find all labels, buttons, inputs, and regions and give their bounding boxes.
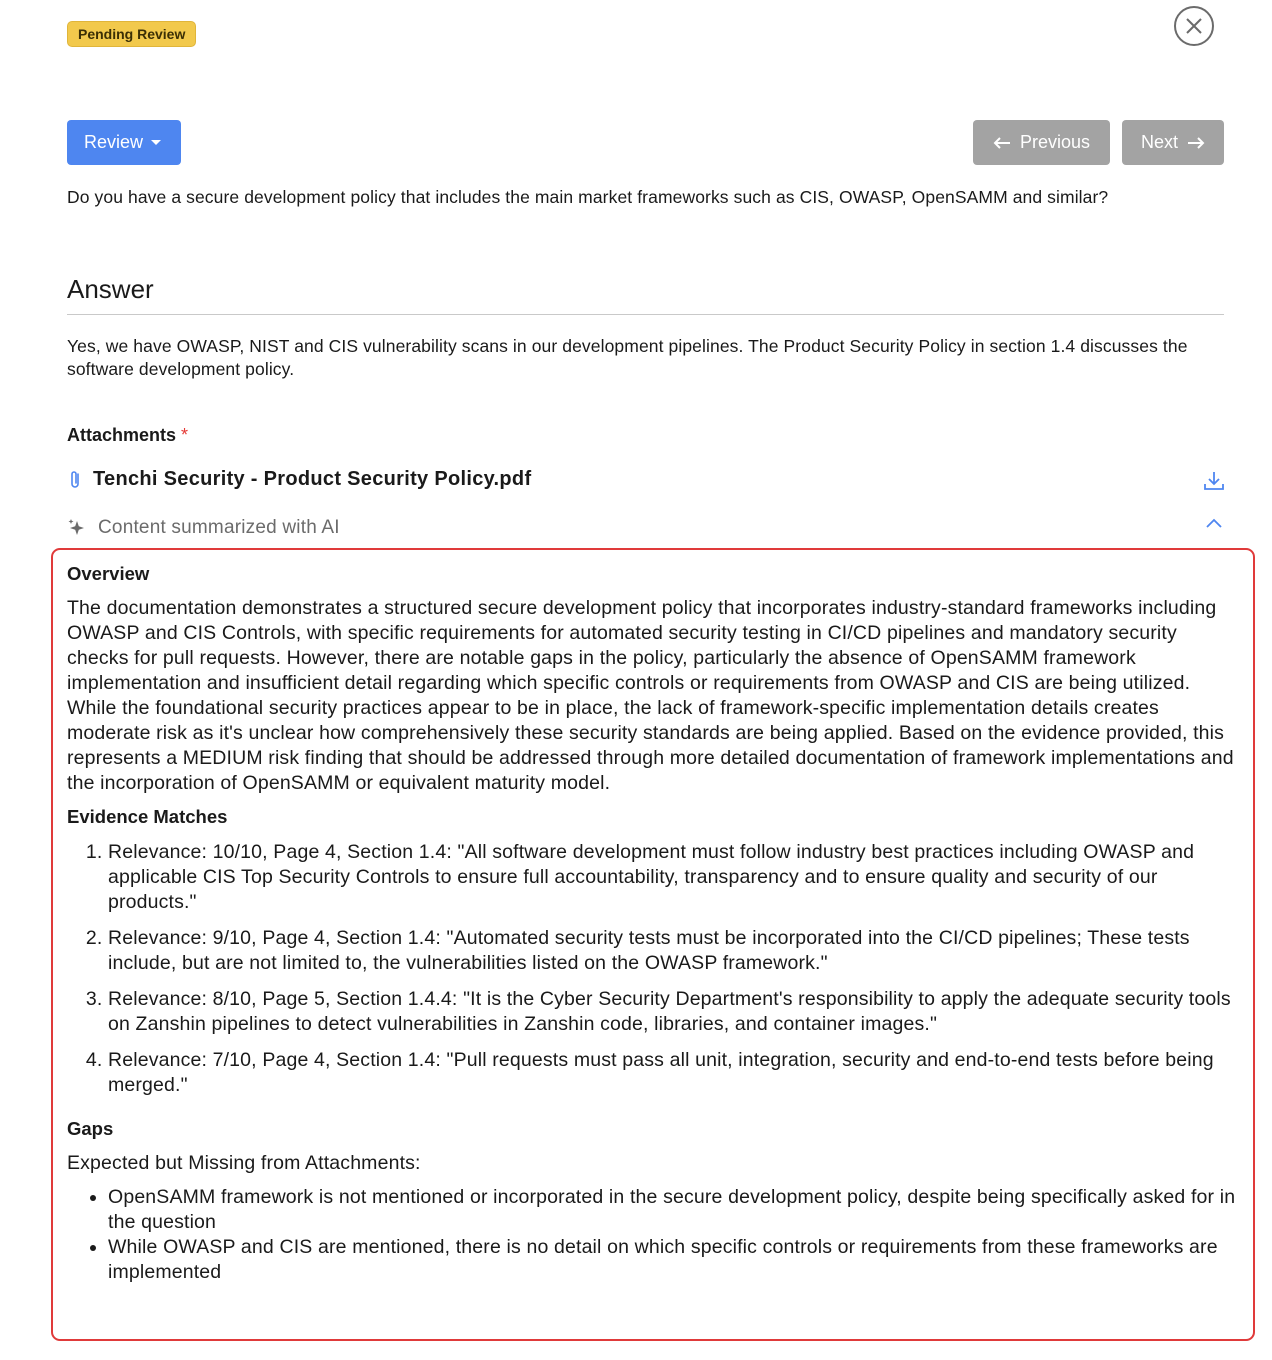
ai-summary-panel — [51, 548, 1255, 1341]
gaps-heading: Gaps — [67, 1118, 114, 1139]
evidence-item: 3. Relevance: 8/10, Page 5, Section 1.4.4: "It is the Cyber Security Department's responsibility to apply the adequate security tools on Zanshin pipelines to detect vulnerabilities in Zanshin code, libraries, and container images." — [108, 987, 1237, 1037]
attachment-file-name[interactable]: Tenchi Security - Product Security Policy.pdf — [93, 468, 532, 490]
review-button-label: Review — [84, 132, 144, 152]
sparkle-icon — [67, 518, 87, 538]
evidence-heading: Evidence Matches — [67, 806, 228, 827]
arrow-left-icon — [993, 136, 1011, 150]
previous-button[interactable] — [973, 120, 1110, 165]
gap-item: • OpenSAMM framework is not mentioned or incorporated in the secure development policy, despite being specifically asked for in the question — [108, 1185, 1237, 1235]
overview-heading: Overview — [67, 563, 150, 584]
gaps-list — [67, 1185, 1237, 1285]
review-dropdown-button[interactable] — [67, 120, 181, 165]
paperclip-icon — [67, 469, 84, 491]
gaps-intro: Expected but Missing from Attachments: — [67, 1152, 421, 1174]
evidence-list — [67, 840, 1237, 1098]
answer-heading: Answer — [67, 274, 154, 304]
attachment-file[interactable] — [67, 468, 531, 491]
download-button[interactable] — [1202, 470, 1226, 492]
answer-text: Yes, we have OWASP, NIST and CIS vulnerability scans in our development pipelines. The Product Security Policy in section 1.4 discusses the software development policy. — [67, 336, 1188, 379]
download-icon — [1202, 470, 1226, 492]
status-badge: Pending Review — [67, 21, 196, 47]
caret-down-icon — [151, 140, 161, 145]
required-marker: * — [181, 425, 189, 445]
collapse-summary-button[interactable] — [1202, 513, 1226, 533]
overview-text: The documentation demonstrates a structured secure development policy that incorporates industry-standard frameworks including OWASP and CIS Controls, with specific requirements for automated security testing in CI/CD pipelines and mandatory security checks for pull requests. However, there are notable gaps in the policy, particularly the absence of OpenSAMM framework implementation and insufficient detail regarding which specific controls or requirements from OWASP and CIS are being utilized. While the foundational security practices appear to be in place, the lack of framework-specific implementation details creates moderate risk as it's unclear how comprehensively these security standards are being applied. Based on the evidence provided, this represents a MEDIUM risk finding that should be addressed through more detailed documentation of framework implementations and the incorporation of OpenSAMM or equivalent maturity model. — [67, 597, 1234, 794]
attachments-label-text: Attachments — [67, 425, 177, 445]
attachments-label — [67, 425, 188, 446]
ai-summary-row — [67, 517, 340, 539]
next-button[interactable] — [1122, 120, 1224, 165]
close-icon — [1184, 16, 1204, 36]
arrow-right-icon — [1187, 136, 1205, 150]
chevron-up-icon — [1202, 513, 1226, 533]
close-button[interactable] — [1174, 6, 1214, 46]
evidence-item: 2. Relevance: 9/10, Page 4, Section 1.4: "Automated security tests must be incorporated into the CI/CD pipelines; These tests include, but are not limited to, the vulnerabilities listed on the OWASP framework." — [108, 926, 1237, 976]
previous-button-label: Previous — [1019, 132, 1091, 152]
evidence-item: 4. Relevance: 7/10, Page 4, Section 1.4: "Pull requests must pass all unit, integration, security and end-to-end tests before being merged." — [108, 1048, 1237, 1098]
ai-summary-label: Content summarized with AI — [98, 517, 340, 538]
question-text: Do you have a secure development policy that includes the main market frameworks such as CIS, OWASP, OpenSAMM and similar? — [67, 187, 1109, 207]
divider — [67, 314, 1224, 315]
gap-item: • While OWASP and CIS are mentioned, there is no detail on which specific controls or requirements from these frameworks are implemented — [108, 1235, 1237, 1285]
evidence-item: 1. Relevance: 10/10, Page 4, Section 1.4: "All software development must follow industry best practices including OWASP and applicable CIS Top Security Controls to ensure full accountability, transparency and to ensure quality and security of our products." — [108, 840, 1237, 915]
next-button-label: Next — [1140, 132, 1178, 152]
